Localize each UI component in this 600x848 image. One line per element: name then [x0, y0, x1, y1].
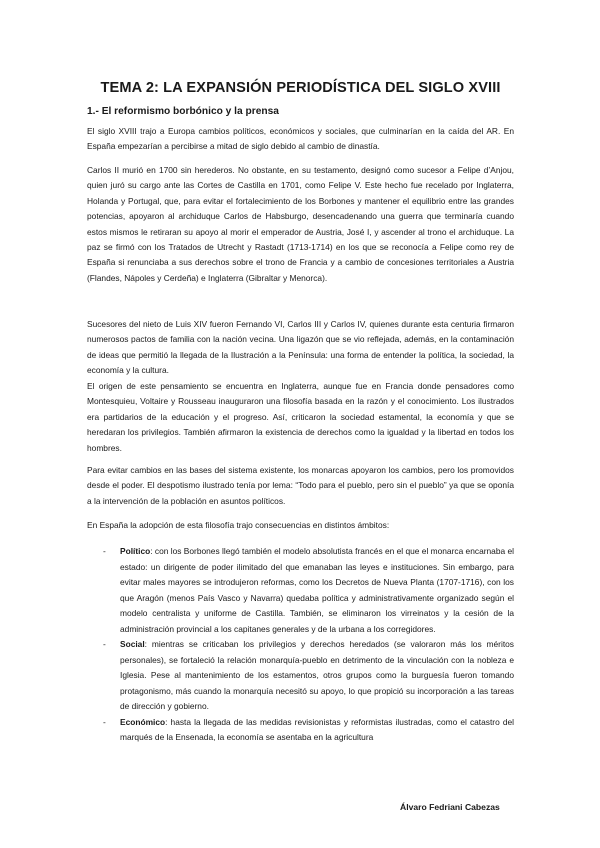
consequences-list: [87, 544, 514, 746]
list-dash: -: [103, 546, 106, 556]
list-text: : con los Borbones llegó también el modelo absolutista francés en el que el monarca encarnaba el estado: un dirigente de poder ilimitado del que emanaban las leyes e instituciones. Sin embargo, para evitar males mayores se introdujeron reformas, como los Decretos de Nueva Planta (1707-1716), con los que Aragón (menos País Vasco y Navarra) quedaba política y administrativamente organizado según el modelo centralista y uniforme de Castilla. También, se eliminaron los virreinatos y la cesión de la administración provincial a los capitanes generales y de la urbana a los corregidores.: [120, 546, 514, 634]
list-term: Económico: [120, 716, 166, 727]
list-dash: -: [103, 716, 106, 727]
paragraph: Sucesores del nieto de Luis XIV fueron Fernando VI, Carlos III y Carlos IV, quienes durante esta centuria firmaron numerosos pactos de familia con la nación vecina. Una ligazón que se vio reflejada, además, en la contaminación de ideas que permitió la llegada de la Ilustración a la Península: una forma de entender la política, la sociedad, la economía y la cultura.: [87, 319, 514, 376]
section-heading: 1.- El reformismo borbónico y la prensa: [87, 106, 279, 117]
list-term: Social: [120, 639, 145, 649]
paragraph: El siglo XVIII trajo a Europa cambios políticos, económicos y sociales, que culminarían en la caída del AR. En España empezarían a percibirse a mitad de siglo debido al cambio de dinastía.: [87, 126, 514, 152]
list-dash: -: [103, 639, 106, 649]
list-text: : hasta la llegada de las medidas revisionistas y reformistas ilustradas, como el catastro del marqués de la Ensenada, la economía se asentaba en la agricultura: [120, 716, 514, 742]
paragraph: Carlos II murió en 1700 sin herederos. No obstante, en su testamento, designó como sucesor a Felipe d’Anjou, quien juró su cargo ante las Cortes de Castilla en 1701, como Felipe V. Este hecho fue recelado por Inglaterra, Holanda y Portugal, que, para evitar el fortalecimiento de los Borbones y mantener el equilibrio entre las grandes potencias, apoyaron al archiduque Carlos de Habsburgo, desencadenando una guerra que terminaría cuando estos mismos le retiraran su apoyo al morir el emperador de Austria, José I, y ascender al trono el archiduque. La paz se firmó con los Tratados de Utrecht y Rastadt (1713-1714) en los que se reconocía a Felipe como rey de España si renunciaba a sus derechos sobre el trono de Francia y a cambio de concesiones territoriales a Austria (Flandes, Nápoles y Cerdeña) e Inglaterra (Gibraltar y Menorca).: [87, 165, 514, 283]
list-item: [87, 637, 514, 715]
list-item: [87, 715, 514, 746]
document-title: TEMA 2: LA EXPANSIÓN PERIODÍSTICA DEL SIGLO XVIII: [100, 80, 501, 96]
author-name: Álvaro Fedriani Cabezas: [400, 802, 500, 812]
list-item: [87, 544, 514, 637]
list-term: Político: [120, 546, 151, 556]
paragraph: Para evitar cambios en las bases del sistema existente, los monarcas apoyaron los cambios, pero los promovidos desde el poder. El despotismo ilustrado tenía por lema: “Todo para el pueblo, pero sin el pueblo” ya que se oponía a la intervención de la población en asuntos políticos.: [87, 465, 514, 506]
paragraph: En España la adopción de esta filosofía trajo consecuencias en distintos ámbitos:: [87, 520, 390, 530]
paragraph: El origen de este pensamiento se encuentra en Inglaterra, aunque fue en Francia donde pensadores como Montesquieu, Voltaire y Rousseau inauguraron una filosofía basada en la razón y el conocimiento. Los ilustrados era partidarios de la educación y el progreso. Así, criticaron la sociedad estamental, la economía y que se heredaran los privilegios. También afirmaron la existencia de derechos como la igualdad y la libertad en todos los hombres.: [87, 381, 514, 453]
list-text: : mientras se criticaban los privilegios y derechos heredados (se valoraron más los méritos personales), se fortaleció la relación monarquía-pueblo en detrimento de la vinculación con la nobleza e Iglesia. Pese al mantenimiento de los estamentos, otros grupos como la burguesía fueron tomando protagonismo, más cuando la monarquía necesitó su apoyo, lo que propició su incorporación a las tareas de dirección y gobierno.: [120, 639, 514, 711]
